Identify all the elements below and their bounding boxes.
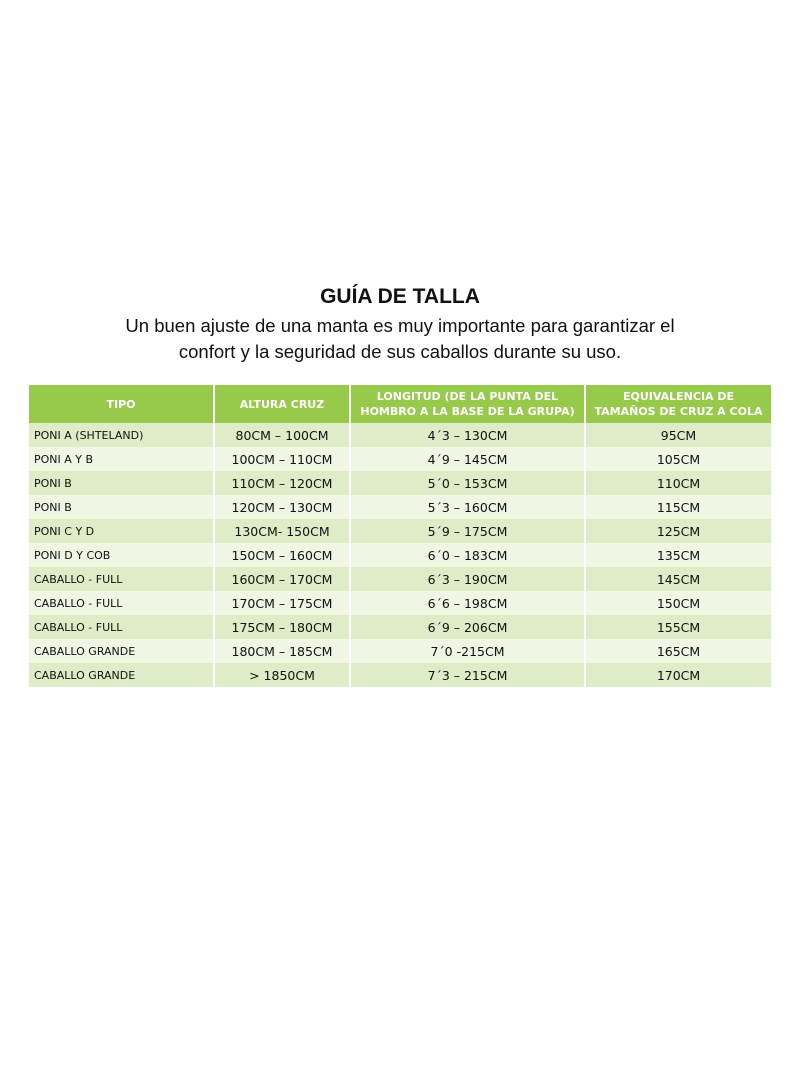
header-longitud-line-2: HOMBRO A LA BASE DE LA GRUPA) <box>360 405 575 418</box>
table-row <box>29 615 771 639</box>
cell-longitud: 4´9 – 145CM <box>350 447 585 471</box>
cell-longitud: 7´3 – 215CM <box>350 663 585 687</box>
table-row <box>29 471 771 495</box>
header-altura-cruz-label: ALTURA CRUZ <box>239 397 325 411</box>
cell-tipo: PONI A Y B <box>29 447 214 471</box>
cell-equivalencia: 150CM <box>585 591 771 615</box>
cell-equivalencia: 135CM <box>585 543 771 567</box>
header-longitud-line-1: LONGITUD (DE LA PUNTA DEL <box>376 390 559 403</box>
cell-equivalencia: 115CM <box>585 495 771 519</box>
cell-equivalencia: 110CM <box>585 471 771 495</box>
cell-equivalencia: 95CM <box>585 423 771 447</box>
cell-altura-cruz: 80CM – 100CM <box>214 423 350 447</box>
table-row <box>29 519 771 543</box>
table-row <box>29 591 771 615</box>
cell-altura-cruz: 175CM – 180CM <box>214 615 350 639</box>
subtitle-line-1: Un buen ajuste de una manta es muy importante para garantizar el <box>125 315 675 336</box>
size-guide-table <box>29 385 771 687</box>
cell-tipo: PONI C Y D <box>29 519 214 543</box>
cell-equivalencia: 145CM <box>585 567 771 591</box>
cell-altura-cruz: > 1850CM <box>214 663 350 687</box>
cell-longitud: 6´9 – 206CM <box>350 615 585 639</box>
cell-altura-cruz: 160CM – 170CM <box>214 567 350 591</box>
header-longitud <box>350 385 585 423</box>
cell-tipo: PONI B <box>29 495 214 519</box>
subtitle-line-2: confort y la seguridad de sus caballos durante su uso. <box>178 341 622 362</box>
table-row <box>29 663 771 687</box>
table-header-row <box>29 385 771 423</box>
header-equivalencia <box>585 385 771 423</box>
cell-longitud: 5´3 – 160CM <box>350 495 585 519</box>
page-title: GUÍA DE TALLA <box>320 285 480 308</box>
table-body <box>29 423 771 687</box>
page-subtitle <box>100 313 700 365</box>
cell-altura-cruz: 170CM – 175CM <box>214 591 350 615</box>
cell-longitud: 5´9 – 175CM <box>350 519 585 543</box>
cell-altura-cruz: 180CM – 185CM <box>214 639 350 663</box>
cell-tipo: CABALLO - FULL <box>29 615 214 639</box>
cell-tipo: CABALLO GRANDE <box>29 663 214 687</box>
header-altura-cruz <box>214 385 350 423</box>
table-row <box>29 447 771 471</box>
cell-tipo: CABALLO - FULL <box>29 567 214 591</box>
cell-altura-cruz: 120CM – 130CM <box>214 495 350 519</box>
cell-longitud: 6´0 – 183CM <box>350 543 585 567</box>
cell-tipo: PONI D Y COB <box>29 543 214 567</box>
table-row <box>29 423 771 447</box>
header-tipo-label: TIPO <box>106 397 136 411</box>
cell-tipo: PONI B <box>29 471 214 495</box>
cell-altura-cruz: 150CM – 160CM <box>214 543 350 567</box>
table-row <box>29 639 771 663</box>
cell-altura-cruz: 110CM – 120CM <box>214 471 350 495</box>
cell-equivalencia: 170CM <box>585 663 771 687</box>
cell-altura-cruz: 130CM- 150CM <box>214 519 350 543</box>
table-row <box>29 495 771 519</box>
cell-tipo: CABALLO GRANDE <box>29 639 214 663</box>
cell-equivalencia: 165CM <box>585 639 771 663</box>
cell-longitud: 6´3 – 190CM <box>350 567 585 591</box>
cell-longitud: 7´0 -215CM <box>350 639 585 663</box>
cell-longitud: 6´6 – 198CM <box>350 591 585 615</box>
cell-longitud: 5´0 – 153CM <box>350 471 585 495</box>
cell-equivalencia: 155CM <box>585 615 771 639</box>
cell-longitud: 4´3 – 130CM <box>350 423 585 447</box>
cell-altura-cruz: 100CM – 110CM <box>214 447 350 471</box>
table-row <box>29 543 771 567</box>
header-equivalencia-line-1: EQUIVALENCIA DE <box>622 390 735 403</box>
header-equivalencia-line-2: TAMAÑOS DE CRUZ A COLA <box>594 405 763 418</box>
cell-equivalencia: 105CM <box>585 447 771 471</box>
cell-equivalencia: 125CM <box>585 519 771 543</box>
header-tipo <box>29 385 214 423</box>
cell-tipo: CABALLO - FULL <box>29 591 214 615</box>
cell-tipo: PONI A (SHTELAND) <box>29 423 214 447</box>
table-row <box>29 567 771 591</box>
